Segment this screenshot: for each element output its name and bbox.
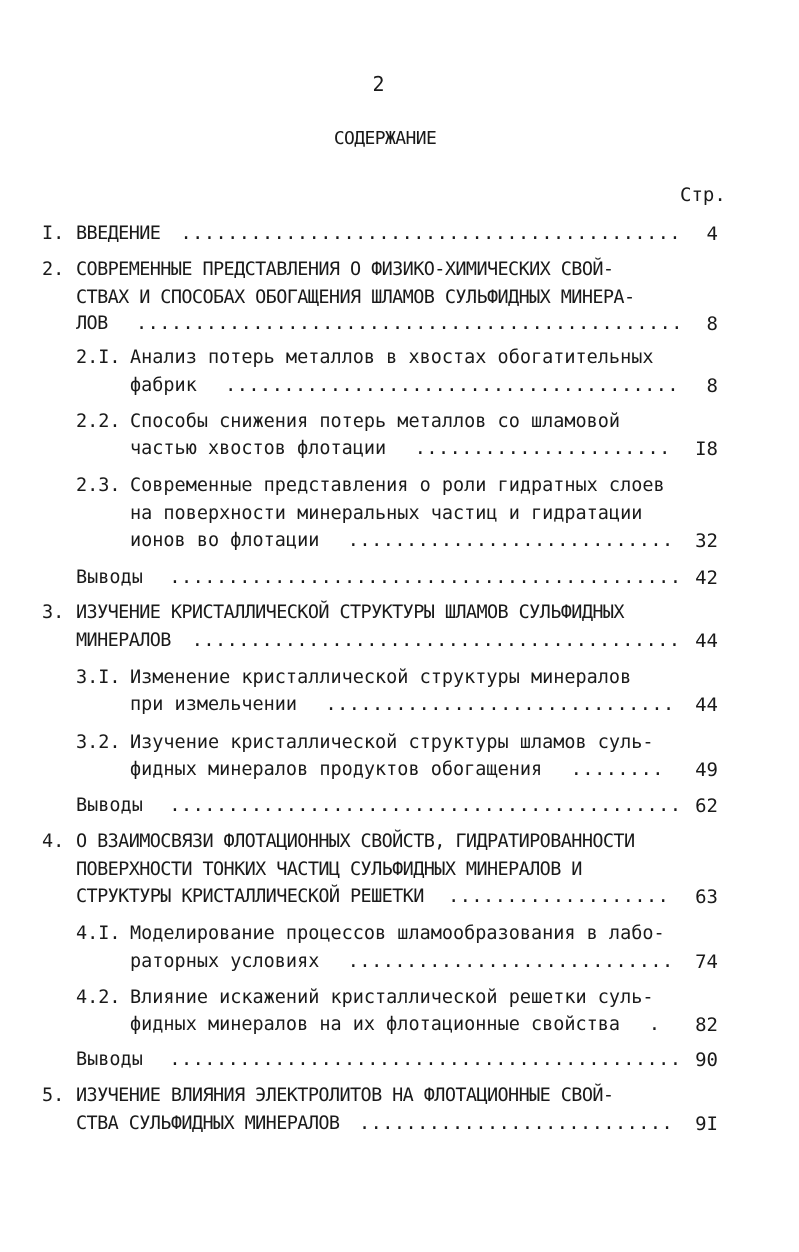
dot-leader: ............................ <box>347 951 674 972</box>
toc-entry-text: ИЗУЧЕНИЕ ВЛИЯНИЯ ЭЛЕКТРОЛИТОВ НА ФЛОТАЦИОННЫЕ СВОЙ- <box>76 1085 614 1106</box>
toc-entry-text: Анализ потерь металлов в хвостах обогатительных <box>130 347 654 368</box>
toc-entry-page: 8 <box>706 313 718 335</box>
toc-entry-number: 2.I. <box>76 347 121 368</box>
toc-entry-text: Выводы <box>76 795 143 816</box>
toc-entry-text: на поверхности минеральных частиц и гидратации <box>130 503 643 524</box>
toc-entry-number: 5. <box>42 1085 65 1106</box>
dot-leader: ............................................ <box>169 567 682 588</box>
toc-entry-number: 4. <box>42 831 65 852</box>
toc-entry-page: 49 <box>695 759 718 781</box>
dot-leader: .............................. <box>325 694 675 715</box>
toc-entry-text: Выводы <box>76 567 143 588</box>
toc-entry-page: 9I <box>695 1113 718 1135</box>
dot-leader: ...................... <box>414 438 671 459</box>
dot-leader: ........ <box>570 759 664 780</box>
toc-entry-text: Изменение кристаллической структуры минералов <box>130 667 632 688</box>
page-column-label: Стр. <box>680 184 726 206</box>
toc-entry-text: фабрик <box>130 375 197 396</box>
dot-leader: . <box>648 1014 661 1035</box>
toc-entry-text: МИНЕРАЛОВ <box>76 630 171 651</box>
toc-entry-text: ИЗУЧЕНИЕ КРИСТАЛЛИЧЕСКОЙ СТРУКТУРЫ ШЛАМОВ СУЛЬФИДНЫХ <box>76 602 624 623</box>
toc-entry-text: фидных минералов продуктов обогащения <box>130 759 543 780</box>
toc-entry-text: СТВА СУЛЬФИДНЫХ МИНЕРАЛОВ <box>76 1113 340 1134</box>
dot-leader: ........................... <box>358 1113 674 1134</box>
toc-entry-text: Влияние искажений кристаллической решетки суль- <box>130 987 654 1008</box>
toc-entry-page: 62 <box>695 795 718 817</box>
toc-entry-page: 44 <box>695 694 718 716</box>
dot-leader: ............................................... <box>135 313 683 334</box>
toc-entry-text: Выводы <box>76 1049 143 1070</box>
toc-entry-text: СОВРЕМЕННЫЕ ПРЕДСТАВЛЕНИЯ О ФИЗИКО-ХИМИЧЕСКИХ СВОЙ- <box>76 259 614 280</box>
toc-entry-page: 42 <box>695 567 718 589</box>
toc-entry-page: 74 <box>695 951 718 973</box>
toc-entry-number: 2.2. <box>76 411 121 432</box>
dot-leader: ................... <box>448 886 670 907</box>
toc-entry-text: СТРУКТУРЫ КРИСТАЛЛИЧЕСКОЙ РЕШЕТКИ <box>76 886 424 907</box>
toc-entry-number: 3. <box>42 602 65 623</box>
toc-entry-text: Способы снижения потерь металлов со шламовой <box>130 411 621 432</box>
toc-entry-text: частью хвостов флотации <box>130 438 387 459</box>
toc-entry-number: I. <box>42 223 65 244</box>
toc-entry-text: Изучение кристаллической структуры шламов суль- <box>130 732 654 753</box>
toc-entry-number: 4.2. <box>76 987 121 1008</box>
toc-entry-number: 2. <box>42 259 65 280</box>
dot-leader: ............................................ <box>169 795 682 816</box>
toc-entry-text: ЛОВ <box>76 313 108 334</box>
toc-entry-text: ВВЕДЕНИЕ <box>76 223 161 244</box>
toc-entry-page: 4 <box>706 223 718 245</box>
toc-entry-number: 4.I. <box>76 923 121 944</box>
dot-leader: ........................................... <box>180 223 681 244</box>
dot-leader: ............................................ <box>169 1049 682 1070</box>
toc-entry-text: Современные представления о роли гидратных слоев <box>130 475 665 496</box>
toc-entry-text: СТВАХ И СПОСОБАХ ОБОГАЩЕНИЯ ШЛАМОВ СУЛЬФИДНЫХ МИНЕРА- <box>76 287 635 308</box>
toc-entry-text: О ВЗАИМОСВЯЗИ ФЛОТАЦИОННЫХ СВОЙСТВ, ГИДРАТИРОВАННОСТИ <box>76 831 635 852</box>
toc-entry-number: 3.I. <box>76 667 121 688</box>
page-number: 2 <box>372 72 385 96</box>
toc-entry-page: 90 <box>695 1049 718 1071</box>
toc-entry-text: ионов во флотации <box>130 530 320 551</box>
toc-entry-page: 82 <box>695 1014 718 1036</box>
dot-leader: .......................................... <box>191 630 681 651</box>
dot-leader: ............................ <box>347 530 674 551</box>
toc-entry-number: 2.3. <box>76 475 121 496</box>
toc-entry-page: 8 <box>706 375 718 397</box>
toc-entry-page: 32 <box>695 530 718 552</box>
toc-entry-text: ПОВЕРХНОСТИ ТОНКИХ ЧАСТИЦ СУЛЬФИДНЫХ МИНЕРАЛОВ И <box>76 859 582 880</box>
toc-entry-page: 63 <box>695 886 718 908</box>
toc-entry-number: 3.2. <box>76 732 121 753</box>
toc-entry-text: фидных минералов на их флотационные свойства <box>130 1014 621 1035</box>
toc-entry-text: при измельчении <box>130 694 298 715</box>
toc-entry-page: 44 <box>695 630 718 652</box>
page-title: СОДЕРЖАНИЕ <box>333 128 437 149</box>
toc-entry-text: Моделирование процессов шламообразования в лабо- <box>130 923 665 944</box>
toc-entry-text: раторных условиях <box>130 951 320 972</box>
toc-entry-page: I8 <box>695 438 718 460</box>
dot-leader: ....................................... <box>225 375 680 396</box>
